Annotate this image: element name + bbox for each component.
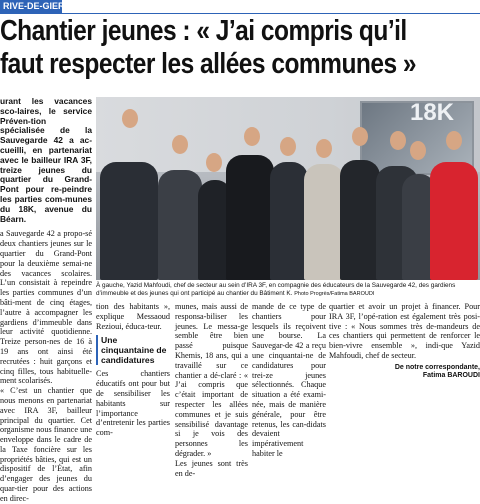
person-head — [410, 141, 426, 160]
article-column-2 — [96, 302, 170, 438]
byline — [329, 364, 480, 381]
person-head — [390, 131, 406, 150]
paragraph: mande de ce type de chantiers pour lesquels ils reçoivent une bourse. La Sauvegar-de 42 a reçu une cinquantai-ne de candidatures pour trei-ze jeunes sélectionnés. Chaque situation a été exami-née, mais de manière générale, pour être retenus, les can-didats devaient impérativement habiter le — [252, 302, 326, 458]
paragraph: « C’est un chantier que nous menons en partenariat avec IRA 3F, bailleur principal du quartier. Cet organisme nous finance une enveloppe dans le cadre de la Taxe foncière sur les propriétés bâties, qui est un dispositif de l’État, afin d’engager des jeunes du quar-tier pour des actions en direc- — [0, 386, 92, 503]
article-column-4 — [252, 302, 326, 458]
person-head — [122, 109, 138, 128]
person-figure — [100, 162, 158, 280]
headline-line-2: faut respecter les allées communes » — [0, 48, 417, 80]
article-column-3 — [175, 302, 248, 478]
person-figure — [270, 162, 308, 280]
article-column-1 — [0, 96, 92, 503]
paragraph: Ces chantiers éducatifs ont pour but de sensibiliser les habitants sur l’importance d’entretenir les parties com- — [96, 369, 170, 438]
person-figure — [430, 162, 478, 280]
photo-caption — [96, 282, 480, 298]
person-figure — [158, 170, 202, 280]
person-head — [206, 153, 222, 172]
section-tag: RIVE-DE-GIER — [0, 0, 62, 13]
paragraph: a Sauvegarde 42 a propo-sé deux chantiers jeunes sur le quartier du Grand-Pont pour la deuxième semai-ne des vacances scolaires. L’un consistait à repeindre les parties communes d’un bâti-ment de cinq étages, l’autre à accompagner les gardiens d’immeuble dans leur activité quotidienne. Treize person-nes de 16 à 19 ans ont ainsi été recrutées : huit garçons et cinq filles, tous habituelle-ment scolarisés. — [0, 229, 92, 386]
person-figure — [304, 164, 344, 280]
person-head — [244, 127, 260, 146]
person-head — [446, 131, 462, 150]
person-figure — [226, 155, 274, 280]
headline-line-1: Chantier jeunes : « J’ai compris qu’il — [0, 15, 407, 47]
person-head — [280, 137, 296, 156]
headline — [0, 15, 417, 81]
person-head — [172, 135, 188, 154]
paragraph: quartier et avoir un projet à financer. Pour IRA 3F, l’opé-ration est également très posi-tive : « Nous sommes très de-mandeurs de ces chantiers qui permettent de renforcer le bien-vivre ensemble », indi-que Yazid Mahfoudi, chef de secteur. — [329, 302, 480, 360]
paragraph: tion des habitants », explique Messaoud Rezioui, éduca-teur. — [96, 302, 170, 331]
subheading: Une cinquantaine de candidatures — [96, 335, 170, 365]
person-head — [316, 139, 332, 158]
person-head — [352, 127, 368, 146]
person-figure — [340, 160, 380, 280]
article-lead: urant les vacances sco-laires, le service Préven-tion spécialisée de la Sauvegarde 42 a ac-cueilli, en partenariat avec le bailleur IRA 3F, treize jeunes du quartier du Grand-Pont pour re-peindre les parties com-munes du 18K, avenue du Béarn. — [0, 96, 92, 224]
caption-text: À gauche, Yazid Mahfoudi, chef de secteur au sein d’IRA 3F, en compagnie des éducateurs de la Sauvegarde 42, des gardiens d’immeuble et des jeunes qui ont participé au chantier du Bâtiment K. — [96, 282, 456, 297]
paragraph: munes, mais aussi de responsa-biliser les jeunes. Le messa-ge semble être bien passé puisque Khemis, 18 ans, qui a travaillé sur ce chantier a dé-claré : « J’ai compris que c’était important de respecter les allées communes et je suis sensibilisé davantage si je vois des personnes les dégrader. » — [175, 302, 248, 458]
byline-name: Fatima BAROUDI — [422, 372, 480, 380]
article-column-5 — [329, 302, 480, 400]
photo-credit: Photo Progrès/Fatima BAROUDI — [294, 291, 375, 297]
building-sign: 18K — [409, 99, 454, 126]
section-rule — [0, 13, 480, 14]
byline-prefix: De notre correspondante, — [394, 363, 480, 371]
paragraph: Les jeunes sont très en de- — [175, 458, 248, 478]
article-photo — [96, 97, 480, 280]
